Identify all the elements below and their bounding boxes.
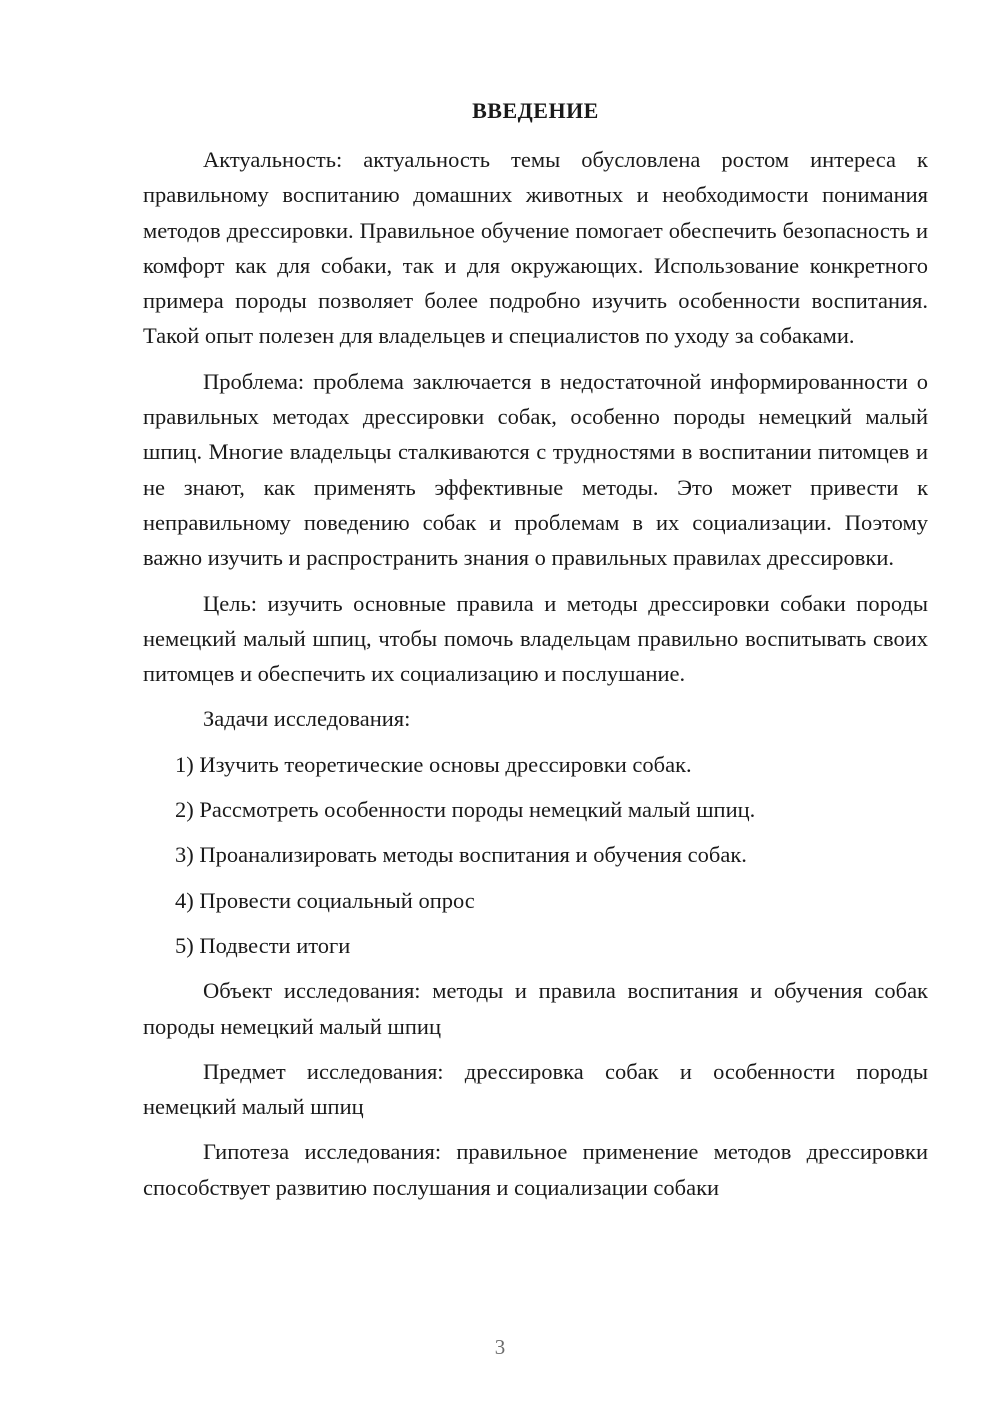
- task-item-1: 1) Изучить теоретические основы дрессировки собак.: [175, 751, 692, 777]
- page-number: 3: [494, 1335, 506, 1359]
- paragraph-relevance: Актуальность: актуальность темы обусловлена ростом интереса к правильному воспитанию домашних животных и необходимости понимания методов дрессировки. Правильное обучение помогает обеспечить безопасность и комфорт как для собаки, так и для окружающих. Использование конкретного примера породы позволяет более подробно изучить особенности воспитания. Такой опыт полезен для владельцев и специалистов по уходу за собаками.: [143, 147, 928, 349]
- paragraph-problem: Проблема: проблема заключается в недостаточной информированности о правильных методах дрессировки собак, особенно породы немецкий малый шпиц. Многие владельцы сталкиваются с трудностями в воспитании питомцев и не знают, как применять эффективные методы. Это может привести к неправильному поведению собак и проблемам в их социализации. Поэтому важно изучить и распространить знания о правильных правилах дрессировки.: [143, 368, 928, 571]
- paragraph-subject: Предмет исследования: дрессировка собак и особенности породы немецкий малый шпиц: [143, 1058, 928, 1120]
- task-item-4: 4) Провести социальный опрос: [175, 887, 475, 913]
- task-item-2: 2) Рассмотреть особенности породы немецкий малый шпиц.: [175, 797, 756, 823]
- document-body: [143, 142, 928, 1215]
- paragraph-object: Объект исследования: методы и правила воспитания и обучения собак породы немецкий малый шпиц: [143, 978, 928, 1039]
- section-title: ВВЕДЕНИЕ: [472, 98, 599, 123]
- task-item-5: 5) Подвести итоги: [175, 932, 351, 958]
- task-item-3: 3) Проанализировать методы воспитания и обучения собак.: [175, 842, 747, 868]
- paragraph-hypothesis: Гипотеза исследования: правильное применение методов дрессировки способствует развитию послушания и социализации собаки: [143, 1139, 928, 1200]
- paragraph-goal: Цель: изучить основные правила и методы дрессировки собаки породы немецкий малый шпиц, чтобы помочь владельцам правильно воспитывать своих питомцев и обеспечить их социализацию и послушание.: [143, 590, 928, 687]
- tasks-heading: Задачи исследования:: [203, 706, 411, 732]
